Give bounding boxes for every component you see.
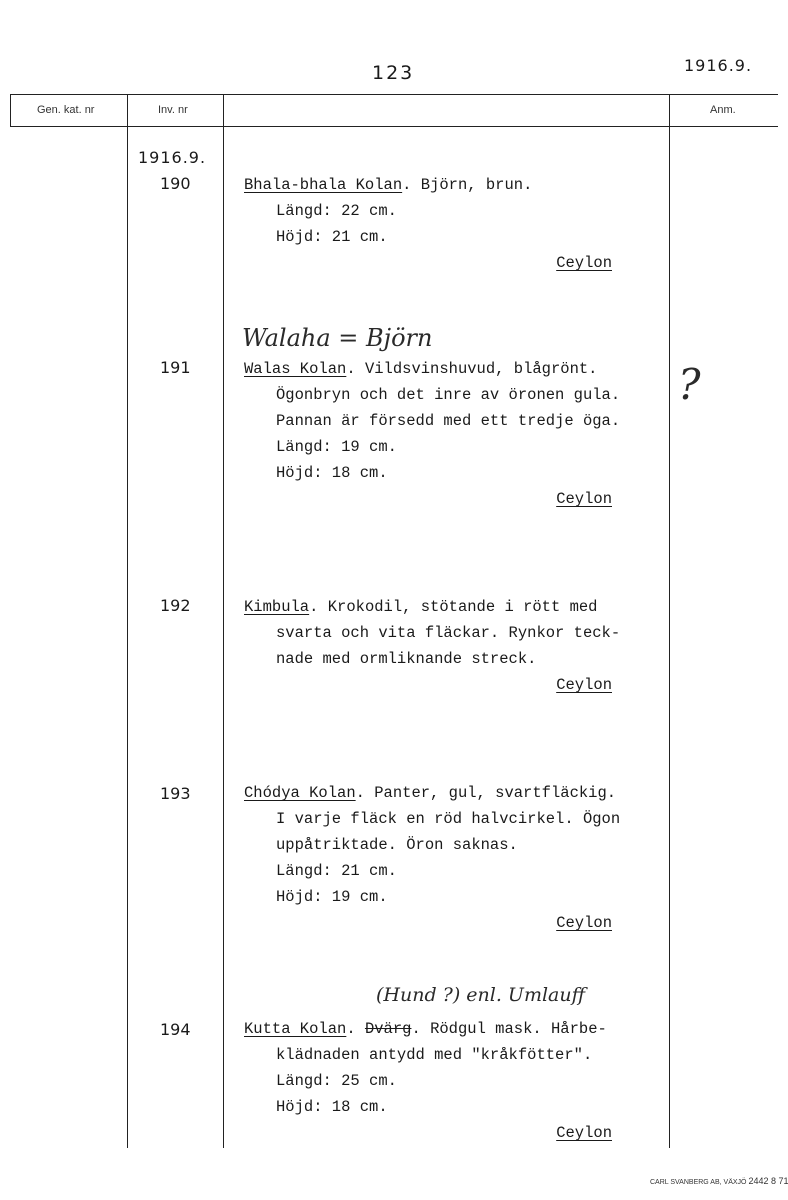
inv-number: 193 (160, 784, 191, 803)
column-divider-1 (10, 94, 11, 127)
catalog-entry (244, 172, 668, 276)
header-top-rule (10, 94, 778, 95)
catalog-entry (244, 356, 668, 512)
year-mark: 1916.9. (138, 148, 207, 167)
entry-first-line: Kutta Kolan. Dvärg. Rödgul mask. Hårbe- (244, 1020, 607, 1038)
page-reference: 1916.9. (684, 56, 753, 75)
inv-number: 191 (160, 358, 191, 377)
entry-line: Längd: 25 cm. (276, 1072, 397, 1090)
entry-line: Pannan är försedd med ett tredje öga. (276, 412, 621, 430)
catalog-entry (244, 1016, 668, 1146)
column-header-inv-nr: Inv. nr (158, 104, 188, 116)
entry-text: Krokodil, stötande i rött med (327, 598, 598, 616)
entry-text: Panter, gul, svartfläckig. (374, 784, 617, 802)
entry-place: Ceylon (556, 254, 612, 272)
entry-title: Walas Kolan (244, 360, 347, 378)
header-bottom-rule (10, 126, 778, 127)
entry-title: Bhala-bhala Kolan (244, 176, 403, 194)
column-divider-2 (127, 94, 128, 1148)
entry-line: I varje fläck en röd halvcirkel. Ögon (276, 810, 621, 828)
entry-place: Ceylon (556, 490, 612, 508)
entry-line: klädnaden antydd med "kråkfötter". (276, 1046, 593, 1064)
entry-line: Höjd: 21 cm. (276, 228, 388, 246)
struck-word: Dvärg (364, 1020, 412, 1038)
entry-line: Höjd: 18 cm. (276, 1098, 388, 1116)
catalog-entry (244, 780, 668, 936)
column-divider-3 (223, 94, 224, 1148)
entry-title: Kutta Kolan (244, 1020, 347, 1038)
inv-number: 194 (160, 1020, 191, 1039)
entry-title: Kimbula (244, 598, 310, 616)
entry-text: Vildsvinshuvud, blågrönt. (364, 360, 598, 378)
form-code: 2442 8 71 (748, 1176, 788, 1186)
entry-place: Ceylon (556, 914, 612, 932)
entry-first-line: Kimbula. Krokodil, stötande i rött med (244, 598, 598, 616)
entry-text: Björn, brun. (420, 176, 533, 194)
entry-line: Längd: 21 cm. (276, 862, 397, 880)
printer-name: CARL SVANBERG AB, VÄXJÖ (650, 1179, 747, 1186)
handwritten-annotation: (Hund ?) enl. Umlauff (376, 984, 586, 1006)
entry-place: Ceylon (556, 676, 612, 694)
entry-line: Höjd: 18 cm. (276, 464, 388, 482)
entry-line: uppåtriktade. Öron saknas. (276, 836, 518, 854)
column-divider-4 (669, 94, 670, 1148)
column-header-gen-kat-nr: Gen. kat. nr (37, 104, 95, 116)
entry-first-line: Chódya Kolan. Panter, gul, svartfläckig. (244, 784, 617, 802)
entry-place: Ceylon (556, 1124, 612, 1142)
entry-first-line: Walas Kolan. Vildsvinshuvud, blågrönt. (244, 360, 598, 378)
entry-line: Längd: 19 cm. (276, 438, 397, 456)
inv-number: 190 (160, 174, 191, 193)
entry-title: Chódya Kolan (244, 784, 356, 802)
entry-text: Rödgul mask. Hårbe- (430, 1020, 607, 1038)
entry-line: Längd: 22 cm. (276, 202, 397, 220)
entry-line: Höjd: 19 cm. (276, 888, 388, 906)
handwritten-annotation: Walaha = Björn (242, 324, 433, 352)
entry-line: nade med ormliknande streck. (276, 650, 537, 668)
page-number: 123 (372, 62, 415, 84)
column-header-anm: Anm. (710, 104, 736, 116)
margin-question-mark: ? (678, 360, 701, 409)
entry-line: Ögonbryn och det inre av öronen gula. (276, 386, 621, 404)
catalog-entry (244, 594, 668, 698)
inv-number: 192 (160, 596, 191, 615)
entry-first-line: Bhala-bhala Kolan. Björn, brun. (244, 176, 533, 194)
entry-line: svarta och vita fläckar. Rynkor teck- (276, 624, 621, 642)
printer-footer (650, 1176, 788, 1186)
